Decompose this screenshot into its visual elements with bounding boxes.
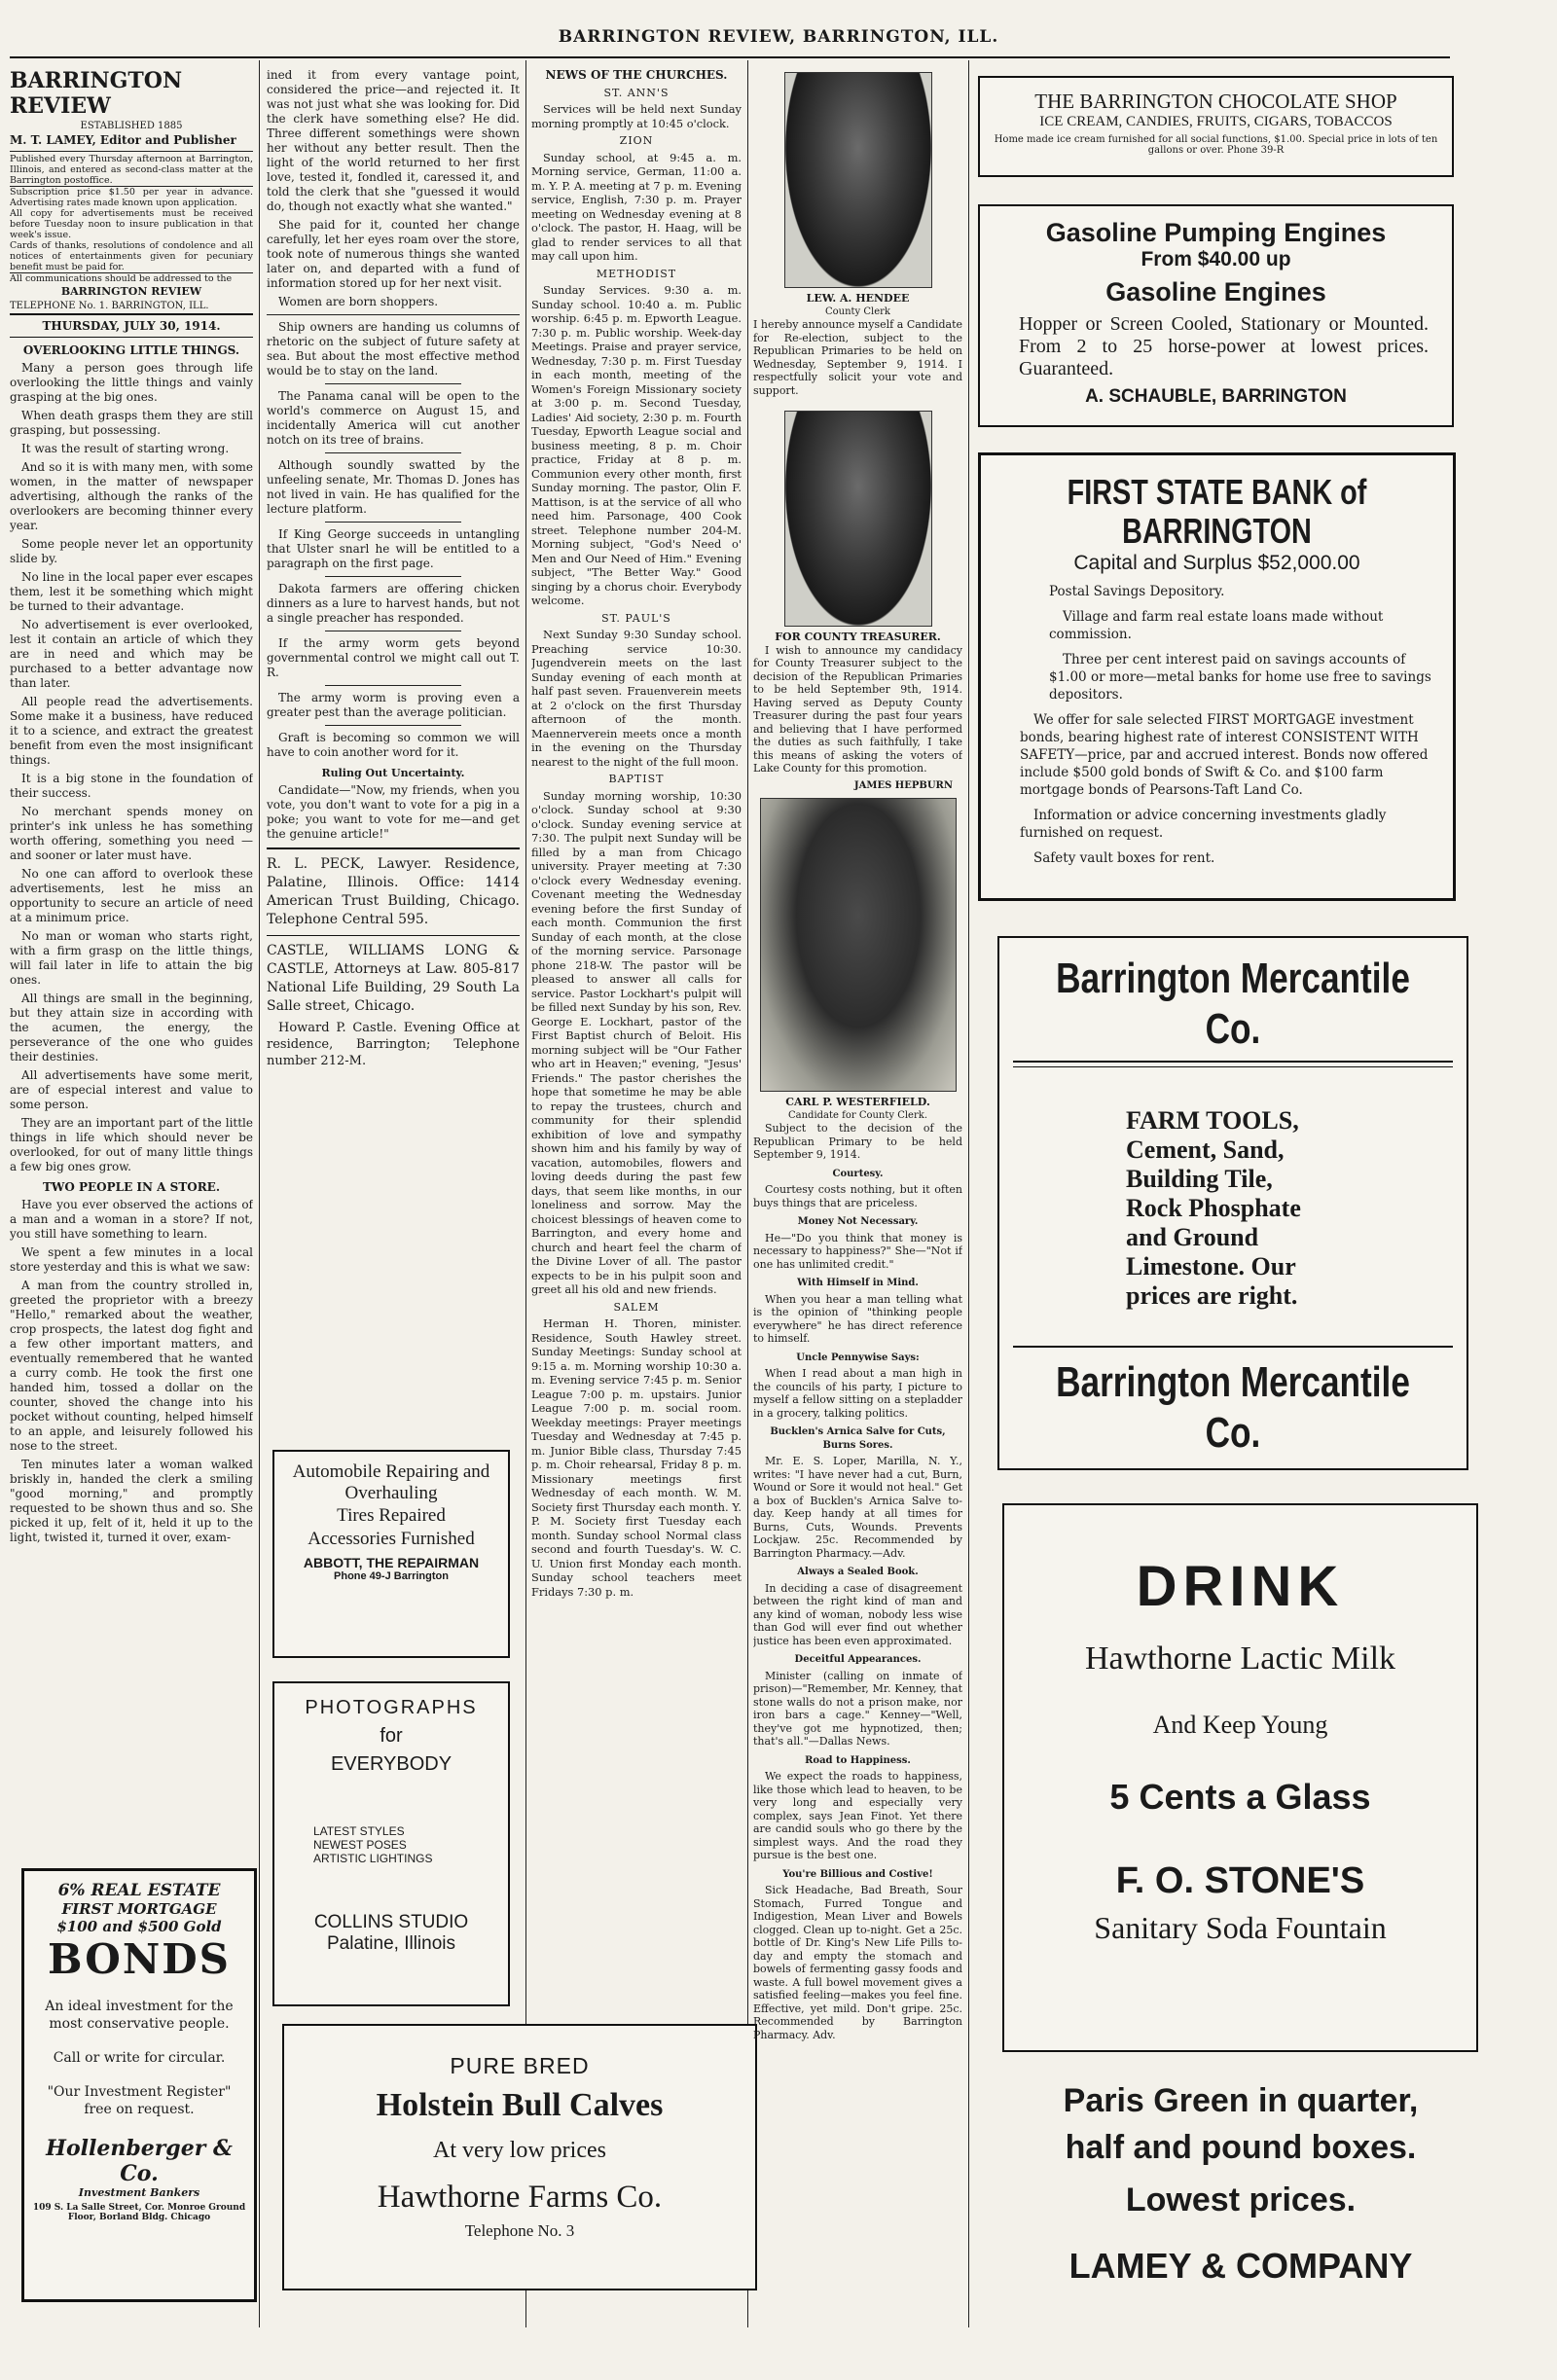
bonds-title: BONDS: [47, 1935, 231, 1983]
drink-ad: [1002, 1503, 1478, 2052]
bonds-firm: Hollenberger & Co.: [46, 2136, 233, 2186]
merc-line3: Building Tile,: [1126, 1165, 1273, 1193]
westerfield-title: Candidate for County Clerk.: [788, 1109, 927, 1121]
drink-line3: And Keep Young: [1152, 1711, 1328, 1739]
gas-line1: Gasoline Pumping Engines: [1045, 218, 1387, 247]
paper-title: BARRINGTON REVIEW: [10, 68, 183, 119]
holstein-line4: Hawthorne Farms Co.: [377, 2180, 663, 2215]
photo-line6: ARTISTIC LIGHTINGS: [313, 1852, 433, 1865]
column-divider: [259, 60, 260, 2327]
paris-line2: half and pound boxes.: [1065, 2129, 1417, 2166]
photo-line3: EVERYBODY: [330, 1753, 453, 1775]
church-name: ZION: [619, 134, 654, 147]
merc-line5: and Ground: [1126, 1223, 1259, 1251]
short-text: When you hear a man telling what is the opinion of "thinking people everywhere" he has direct reference to himself.: [753, 1292, 962, 1345]
column-divider: [968, 60, 969, 2327]
paragraph: The Panama canal will be open to the world's commerce on August 15, and incidentally America will cut another notch on its tree of brains.: [267, 389, 520, 447]
merc-title-wrap-2: [999, 1357, 1466, 1459]
paragraph: Some people never let an opportunity slide by.: [10, 537, 253, 565]
merc-line6: Limestone. Our: [1126, 1252, 1296, 1280]
castle-card-2: Howard P. Castle. Evening Office at residence, Barrington; Telephone number 212-M.: [267, 1021, 520, 1068]
bonds-line1: 6% REAL ESTATE: [57, 1881, 221, 1900]
holstein-line1: PURE BRED: [450, 2053, 590, 2078]
editor-line: M. T. LAMEY, Editor and Publisher: [10, 133, 236, 147]
treasurer-signature: JAMES HEPBURN: [853, 779, 953, 791]
copy-note: All copy for advertisements must be received before Tuesday noon to insure publication in that week's issue.: [10, 208, 253, 240]
photo-line5: NEWEST POSES: [313, 1838, 407, 1852]
bonds-line3: $100 and $500 Gold: [56, 1918, 222, 1935]
holstein-line3: At very low prices: [433, 2138, 606, 2163]
merc-line4: Rock Phosphate: [1126, 1194, 1301, 1222]
paragraph: The army worm is proving even a greater pest than the average politician.: [267, 691, 520, 719]
short-text: Sick Headache, Bad Breath, Sour Stomach, Furred Tongue and Indigestion, Mean Liver and Bowels clogged. Clean up to-night. Get a 25c. bottle of Dr. King's New Life Pills to-day and empty the stomach and bowels of fermenting gassy foods and waste. A full bowel movement gives a satisfied feeling—makes you feel fine. Effective, yet mild. Don't gripe. 25c. Recommended by Barrington Pharmacy. Adv.: [753, 1884, 962, 2041]
article-heading: OVERLOOKING LITTLE THINGS.: [22, 343, 240, 357]
short-text: He—"Do you think that money is necessary to happiness?" She—"Not if one has unlimited credit.": [753, 1231, 962, 1271]
paragraph: She paid for it, counted her change carefully, let her eyes roam over the store, took note of numerous things she wanted later on, and departed with a fund of information stored up for her next visit.: [267, 218, 520, 290]
church-text: Sunday school, at 9:45 a. m. Morning service, German, 11:00 a. m. Y. P. A. meeting at 7 p. m. Evening service, English, 7:30 p. m. Prayer meeting on Wednesday evening at 8 o'clock. The pastor, H. Haag, will be glad to render services to all that may call upon him.: [531, 150, 742, 263]
hendee-name: LEW. A. HENDEE: [806, 292, 910, 305]
bank-line2: Capital and Surplus $52,000.00: [1073, 552, 1360, 574]
photo-line4: LATEST STYLES: [313, 1824, 405, 1838]
paragraph: We spent a few minutes in a local store yesterday and this is what we saw:: [10, 1245, 253, 1274]
column-1: [10, 68, 253, 1849]
drink-line6: Sanitary Soda Fountain: [1094, 1910, 1387, 1945]
short-heading: Deceitful Appearances.: [794, 1654, 922, 1665]
church-name: ST. PAUL'S: [601, 611, 671, 625]
paragraph: No advertisement is ever overlooked, lest it contain an article of which they are in need and which may be purchased to a better advantage now than later.: [10, 618, 253, 690]
paragraph: No man or woman who starts right, with a firm grasp on the little things, will fail later in life to attain the big ones.: [10, 929, 253, 987]
communications-note: All communications should be addressed to the: [10, 272, 253, 284]
bonds-line2: FIRST MORTGAGE: [61, 1900, 217, 1918]
hepburn-portrait: [784, 411, 932, 627]
address-name: BARRINGTON REVIEW: [60, 285, 202, 298]
paragraph: Women are born shoppers.: [278, 295, 439, 308]
short-heading: You're Billious and Costive!: [782, 1868, 933, 1880]
treasurer-text: I wish to announce my candidacy for County Treasurer subject to the decision of the Republican Primaries to be held September 9th, 1914. Having served as Deputy County Treasurer during the past four years and believing that I have performed the duties as such faithfully, I take this means of asking the voters of Lake County for this promotion.: [753, 643, 962, 775]
column-3: [531, 68, 742, 2014]
choc-line3: Home made ice cream furnished for all social functions, $1.00. Special price in lots of ten gallons or over. Phone 39-R: [994, 134, 1438, 156]
bonds-line7: "Our Investment Register" free on request.: [47, 2084, 232, 2117]
bonds-line6: Call or write for circular.: [53, 2050, 226, 2066]
merc-line2: Cement, Sand,: [1126, 1136, 1285, 1164]
paragraph: ined it from every vantage point, considered the price—and rejected it. It was not just what she was looking for. Did the clerk have something else? He did. Three different somethings were shown her without any better result. Then the light of the world returned to her first love, tested it, fondled it, caressed it, and told the clerk that she "guessed it would do, though not exactly what she wanted.": [267, 68, 520, 213]
hendee-text: I hereby announce myself a Candidate for Re-election, subject to the Republican Primaries to be held on Wednesday, September 9, 1914. I respectfully solicit your vote and support.: [753, 318, 962, 397]
gas-line2: From $40.00 up: [1141, 248, 1291, 270]
bank-line3: Postal Savings Depository.: [1049, 584, 1225, 599]
subscription-note: Subscription price $1.50 per year in advance. Advertising rates made known upon application.: [10, 187, 253, 208]
auto-line4: ABBOTT, THE REPAIRMAN: [303, 1555, 480, 1570]
bank-line1: FIRST STATE BANK of BARRINGTON: [1067, 472, 1367, 551]
treasurer-caption: FOR COUNTY TREASURER.: [775, 631, 941, 643]
paragraph: All things are small in the beginning, but they attain size in according with the acumen, the energy, the perseverance of the one who guides their destinies.: [10, 992, 253, 1064]
paragraph: Many a person goes through life overlooking the little things and vainly grasping at the big ones.: [10, 361, 253, 404]
short-heading: Bucklen's Arnica Salve for Cuts, Burns Sores.: [770, 1426, 946, 1451]
churches-heading: NEWS OF THE CHURCHES.: [545, 68, 728, 82]
paragraph: A man from the country strolled in, greeted the proprietor with a breezy "Hello," remarked about the weather, crop prospects, the latest dog fight and a few other important matters, and eventually remembered that he wanted a curry comb. He took the first one handed him, tossed a dollar on the counter, shoved the change into his pocket without counting, helped himself to an apple, and leisurely followed his nose to the street.: [10, 1279, 253, 1453]
gas-line4: Hopper or Screen Cooled, Stationary or Mounted. From 2 to 25 horse-power at lowest prices. Guaranteed.: [1019, 313, 1429, 379]
paragraph: No one can afford to overlook these advertisements, lest he miss an opportunity to secure an article of need at a minimum price.: [10, 867, 253, 924]
gas-line5: A. SCHAUBLE, BARRINGTON: [1085, 386, 1347, 407]
paragraph: All people read the advertisements. Some make it a business, have reduced it to a science, and extract the greatest benefit from even the most insignificant things.: [10, 695, 253, 767]
merc-name-2: Barrington Mercantile Co.: [1056, 1358, 1410, 1457]
paragraph: No merchant spends money on printer's ink unless he has something worth offering, something you need — and sooner or later must have.: [10, 805, 253, 862]
westerfield-name: CARL P. WESTERFIELD.: [785, 1096, 930, 1108]
short-text: Minister (calling on inmate of prison)—"Remember, Mr. Kenney, that stone walls do not a prison make, nor iron bars a cage." Kenney—"Well, they've got me hypnotized, then; that's all."—Dallas News.: [753, 1669, 962, 1748]
holstein-line2: Holstein Bull Calves: [376, 2087, 664, 2123]
paragraph: If King George succeeds in untangling that Ulster snarl he will be entitled to a paragraph on the first page.: [267, 527, 520, 570]
bank-ad: [978, 452, 1456, 901]
telephone-line: TELEPHONE No. 1. BARRINGTON, ILL.: [10, 299, 253, 315]
short-heading: Courtesy.: [832, 1168, 884, 1179]
auto-line2: Tires Repaired: [337, 1505, 446, 1526]
photo-line2: for: [380, 1725, 403, 1747]
short-text: Mr. E. S. Loper, Marilla, N. Y., writes: "I have never had a cut, Burn, Wound or Sore it would not heal." Get a box of Bucklen's Arnica Salve to-day. Keep handy at all times for Burns, Cuts, Wounds. Prevents Lockjaw. 25c. Recommended by Barrington Pharmacy.—Adv.: [753, 1455, 962, 1560]
bank-line4: Village and farm real estate loans made without commission.: [1049, 609, 1384, 642]
column-4: [753, 68, 962, 2326]
bank-line7: Information or advice concerning investments gladly furnished on request.: [1020, 808, 1387, 841]
paragraph: All advertisements have some merit, are of especial interest and value to some person.: [10, 1068, 253, 1111]
drink-line2: Hawthorne Lactic Milk: [1084, 1641, 1396, 1677]
photo-ad: [272, 1681, 510, 2006]
church-text: Sunday Services. 9:30 a. m. Sunday school. 10:40 a. m. Public worship. 6:45 p. m. Epworth League. 7:30 p. m. Public worship. Week-day Meetings. Praise and prayer service, Wednesday, 7:30 p. m. First Tuesday in each month, meeting of the Women's Foreign Missionary society at 3:00 p. m. Second Tuesday, Ladies' Aid society, 2:30 p. m. Fourth Tuesday, Epworth League social and business meeting, 8 p. m. Choir practice, Friday at 8 p. m. Communion every other month, first Sunday morning. The pastor, Olin F. Mattison, is at the service of all who need him. Parsonage, 400 Cook street. Telephone number 204-M. Morning subject, "God's Need o' Men and Our Need of Him." Evening subject, "The Better Way." Good singing by a chorus choir. Everybody welcome.: [531, 283, 742, 607]
short-text: In deciding a case of disagreement between the right kind of man and any kind of woman, nobody less wise than God will ever find out whether justice has been even approximated.: [753, 1581, 962, 1647]
column-divider: [747, 60, 748, 2327]
bonds-firm-sub: Investment Bankers: [78, 2186, 200, 2199]
merc-list: [1126, 1106, 1466, 1311]
paris-line4: LAMEY & COMPANY: [1068, 2246, 1413, 2286]
masthead: BARRINGTON REVIEW, BARRINGTON, ILL.: [558, 27, 999, 47]
choc-line1: THE BARRINGTON CHOCOLATE SHOP: [1034, 90, 1397, 113]
cards-note: Cards of thanks, resolutions of condolence and all notices of entertainments given for pecuniary benefit must be paid for.: [10, 240, 253, 272]
bonds-line5: An ideal investment for the most conservative people.: [45, 1999, 234, 2032]
merc-line7: prices are right.: [1126, 1281, 1298, 1310]
article-heading: TWO PEOPLE IN A STORE.: [42, 1180, 221, 1194]
drink-line4: 5 Cents a Glass: [1109, 1777, 1371, 1817]
bank-line5: Three per cent interest paid on savings accounts of $1.00 or more—metal banks for home use free to savings depositors.: [1049, 652, 1431, 703]
mercantile-ad: [997, 936, 1468, 1470]
paragraph: Although soundly swatted by the unfeeling senate, Mr. Thomas D. Jones has not lived in vain. He has qualified for the lecture platform.: [267, 458, 520, 516]
column-divider: [525, 60, 526, 2327]
paragraph: Graft is becoming so common we will have to coin another word for it.: [267, 731, 520, 759]
holstein-line5: Telephone No. 3: [464, 2221, 575, 2240]
church-name: ST. ANN'S: [603, 86, 670, 99]
church-text: Next Sunday 9:30 Sunday school. Preaching service 10:30. Jugendverein meets on the last Sunday evening of each month at half past seven. Frauenverein meets at 2 o'clock on the first Thursday afternoon of the month. Maennerverein meets once a month in the evening on the Thursday nearest to the night of the full moon.: [531, 628, 742, 769]
church-text: Herman H. Thoren, minister. Residence, South Hawley street. Sunday Meetings: Sunday school at 9:15 a. m. Morning worship 10:30 a. m. Evening service 7:45 p. m. Senior League 7:00 p. m. upstairs. Junior League 7:00 p. m. social room. Weekday meetings: Prayer meetings Tuesday and Wednesday at 7:45 p. m. Junior Bible class, Thursday 7:45 p. m. Choir rehearsal, Friday 8 p. m. Missionary meetings first Wednesday of each month. W. M. Society first Thursday each month. Y. P. M. Society first Tuesday each month. Sunday school Normal class second and fourth Tuesday's. W. C. U. Union first Monday each month. Sunday school teachers meet Fridays 7:30 p. m.: [531, 1316, 742, 1599]
issue-date: THURSDAY, JULY 30, 1914.: [10, 319, 253, 338]
peck-card: R. L. PECK, Lawyer. Residence, Palatine, Illinois. Office: 1414 American Trust Building, Chicago. Telephone Central 595.: [267, 856, 520, 927]
hendee-portrait: [784, 72, 932, 288]
short-text: When I read about a man high in the councils of his party, I picture to myself a fellow sitting on a stepladder in a grocery, talking politics.: [753, 1367, 962, 1420]
short-text: We expect the roads to happiness, like those which lead to heaven, to be very long and especially very complex, says Jean Finot. Yet there are candid souls who go there by the simplest ways. And the road they pursue is the best one.: [753, 1770, 962, 1861]
auto-line5: Phone 49-J Barrington: [334, 1570, 449, 1582]
paragraph: Ship owners are handing us columns of rhetoric on the subject of future safety at sea. But about the most effective method would be to stay on the land.: [267, 320, 520, 378]
gasoline-ad: [978, 204, 1454, 427]
paragraph: If the army worm gets beyond governmental control we might call out T. R.: [267, 636, 520, 679]
masthead-rule: [10, 56, 1450, 58]
bank-line8: Safety vault boxes for rent.: [1033, 850, 1215, 866]
merc-name: Barrington Mercantile Co.: [1056, 955, 1410, 1053]
auto-repair-ad: [272, 1450, 510, 1658]
paris-line1: Paris Green in quarter,: [1063, 2082, 1419, 2119]
castle-card: CASTLE, WILLIAMS LONG & CASTLE, Attorneys at Law. 805-817 National Life Building, 29 South La Salle street, Chicago.: [267, 943, 520, 1014]
short-heading: With Himself in Mind.: [797, 1278, 919, 1288]
auto-line1: Automobile Repairing and Overhauling: [292, 1461, 490, 1503]
paragraph: Dakota farmers are offering chicken dinners as a lure to harvest hands, but not a single preacher has responded.: [267, 582, 520, 625]
column-2: [267, 68, 520, 1391]
auto-line3: Accessories Furnished: [308, 1529, 475, 1549]
paragraph: No line in the local paper ever escapes them, lest it be something which might be turned to their advantage.: [10, 570, 253, 613]
paragraph: It is a big stone in the foundation of their success.: [10, 772, 253, 800]
short-heading: Always a Sealed Book.: [797, 1567, 919, 1577]
bank-line6: We offer for sale selected FIRST MORTGAGE investment bonds, bearing highest rate of interest CONSISTENT WITH SAFETY—price, par and accrued interest. Bonds now offered include $500 gold bonds of Swift & Co. and $100 farm mortgage bonds of Pearsons-Taft Land Co.: [1020, 712, 1429, 798]
paragraph: When death grasps them they are still grasping, but possessing.: [10, 409, 253, 437]
choc-line2: ICE CREAM, CANDIES, FRUITS, CIGARS, TOBACCOS: [1039, 114, 1393, 129]
westerfield-text: Subject to the decision of the Republican Primary to be held September 9, 1914.: [753, 1122, 962, 1161]
merc-line1: FARM TOOLS,: [1126, 1106, 1299, 1135]
paragraph: Ten minutes later a woman walked briskly in, handed the clerk a smiling "good morning," and promptly requested to be shown thus and so. She picked it up, felt of it, held it up to the light, twisted it, turned it over, exam-: [10, 1458, 253, 1544]
merc-title-wrap: [999, 954, 1466, 1055]
bank-title: [981, 473, 1453, 552]
bonds-ad: [21, 1868, 257, 2302]
church-name: BAPTIST: [608, 773, 665, 785]
church-name: SALEM: [613, 1300, 660, 1314]
photo-line8: Palatine, Illinois: [326, 1933, 456, 1954]
short-heading: Road to Happiness.: [805, 1754, 911, 1766]
short-heading: Uncle Pennywise Says:: [796, 1352, 920, 1363]
drink-line5: F. O. STONE'S: [1115, 1860, 1365, 1901]
paris-green-ad: [1002, 2077, 1479, 2301]
chocolate-shop-ad: [978, 76, 1454, 177]
established-line: ESTABLISHED 1885: [80, 121, 183, 131]
short-heading: Money Not Necessary.: [797, 1216, 919, 1227]
bonds-address: 109 S. La Salle Street, Cor. Monroe Ground Floor, Borland Bldg. Chicago: [32, 2203, 246, 2222]
church-name: METHODIST: [596, 267, 677, 280]
photo-line1: PHOTOGRAPHS: [305, 1697, 478, 1718]
hendee-title: County Clerk: [824, 306, 890, 317]
church-text: Services will be held next Sunday morning promptly at 10:45 o'clock.: [531, 102, 742, 130]
paragraph: It was the result of starting wrong.: [21, 442, 230, 455]
paragraph: Candidate—"Now, my friends, when you vote, you don't want to vote for a pig in a poke; you want to vote for me—and get the genuine article!": [267, 783, 520, 841]
ruling-heading: Ruling Out Uncertainty.: [321, 767, 465, 779]
paragraph: They are an important part of the little things in life which should never be overlooked, for out of many little things a few big ones grow.: [10, 1116, 253, 1173]
church-text: Sunday morning worship, 10:30 o'clock. Sunday school at 9:30 o'clock. Sunday evening service at 7:30. The pulpit next Sunday will be filled by a man from Chicago university. Prayer meeting at 7:30 o'clock every Wednesday evening. Covenant meeting the Wednesday evening before the first Sunday of each month. Communion the first Sunday of each month, at the close of the morning service. Parsonage phone 218-W. The pastor will be pleased to answer all calls for service. Pastor Lockhart's pulpit will be filled next Sunday by his son, Rev. George E. Lockhart, pastor of the First Baptist church of Beloit. His morning subject will be "Our Father who art in Heaven;" evening, "Jesus' Friends." The pastor cherishes the hope that sometime he may be able to repay the trustees, church and community for their splendid exhibition of love and sympathy shown him and his family by way of vacation, automobiles, flowers and loving deeds during the past few days, that seem like months, in our loneliness and sorrow. May the choicest blessings of heaven come to Barrington, and every home and church and heart feel the charm of the Divine Lover of all. The pastor expects to be in his pulpit soon and greet all his old and new friends.: [531, 788, 742, 1296]
westerfield-portrait: [760, 798, 957, 1092]
paragraph: Have you ever observed the actions of a man and a woman in a store? If not, you still have something to learn.: [10, 1198, 253, 1241]
drink-line1: DRINK: [1136, 1555, 1345, 1618]
photo-line7: COLLINS STUDIO: [313, 1912, 469, 1932]
paragraph: And so it is with many men, with some women, in the matter of newspaper advertising, although the ranks of the overlookers are becoming thinner every year.: [10, 460, 253, 532]
short-text: Courtesy costs nothing, but it often buys things that are priceless.: [753, 1183, 962, 1209]
published-note: Published every Thursday afternoon at Barrington, Illinois, and entered as second-class matter at the Barrington postoffice.: [10, 151, 253, 186]
gas-line3: Gasoline Engines: [1105, 277, 1326, 307]
holstein-ad: [282, 2024, 757, 2290]
paris-line3: Lowest prices.: [1125, 2182, 1357, 2218]
